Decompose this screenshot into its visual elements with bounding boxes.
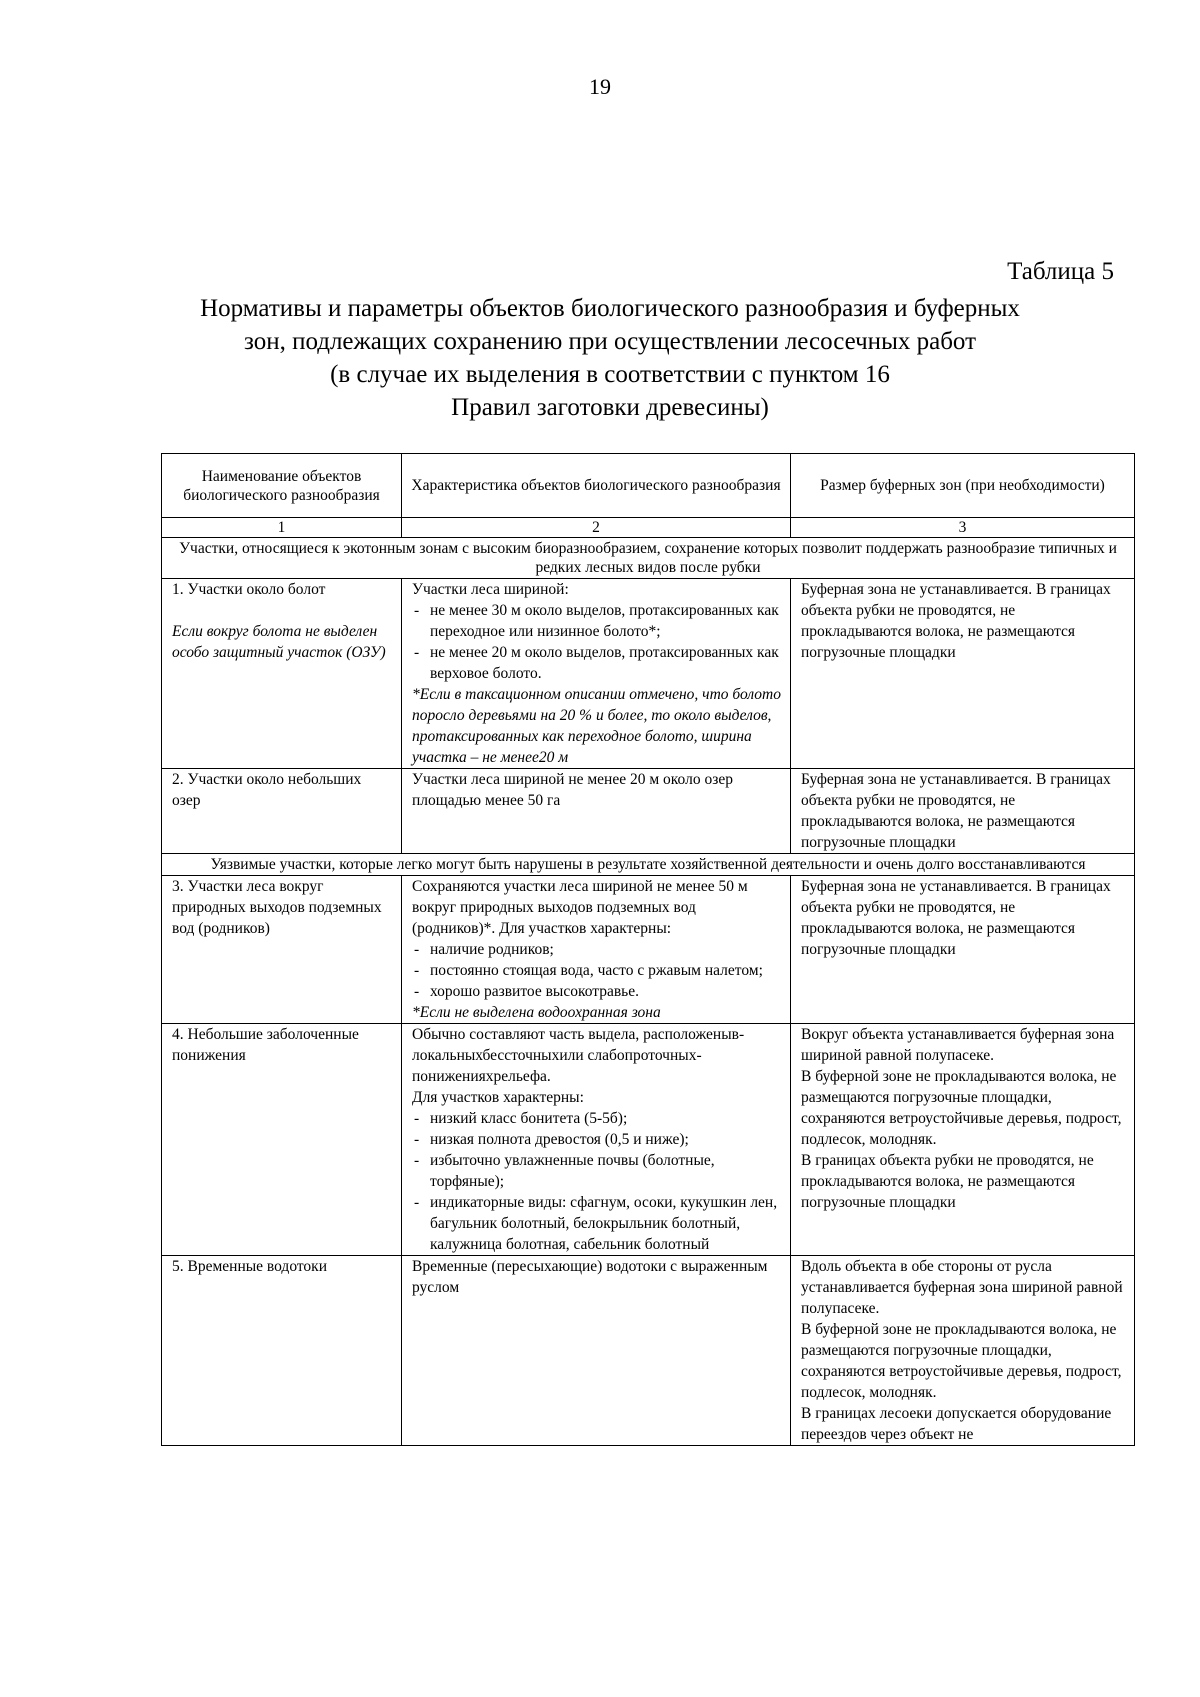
characteristics-cell: Временные (пересыхающие) водотоки с выраженным руслом — [402, 1256, 791, 1446]
object-name-cell: 5. Временные водотоки — [162, 1256, 402, 1446]
characteristics-footnote: *Если в таксационном описании отмечено, что болото поросло деревьями на 20 % и более, то около выделов, протаксированных как переходное болото, ширина участка – не менее20 м — [412, 686, 781, 766]
list-item: - индикаторные виды: сфагнум, осоки, кукушкин лен, багульник болотный, белокрыльник болотный, калужница болотная, сабельник болотный — [412, 1192, 782, 1255]
characteristics-cell — [402, 876, 791, 1024]
table-row — [162, 1256, 1135, 1446]
section-row-vulnerable — [162, 854, 1135, 876]
section-heading-ecotone: Участки, относящиеся к экотонным зонам с высоким биоразнообразием, сохранение которых позволит поддержать разнообразие типичных и редких лесных видов после рубки — [162, 538, 1135, 579]
object-name-cell: 4. Небольшие заболоченные понижения — [162, 1024, 402, 1256]
object-name-note: Если вокруг болота не выделен особо защитный участок (ОЗУ) — [172, 623, 386, 661]
buffer-paragraph: В границах лесоеки допускается оборудование переездов через объект не — [801, 1405, 1112, 1443]
column-number: 3 — [791, 518, 1135, 538]
list-item: - постоянно стоящая вода, часто с ржавым налетом; — [412, 960, 782, 981]
characteristics-cell — [402, 1024, 791, 1256]
title-line-2: зон, подлежащих сохранению при осуществлении лесосечных работ — [243, 328, 977, 355]
list-item: - хорошо развитое высокотравье. — [412, 981, 782, 1002]
buffer-paragraph: В границах объекта рубки не проводятся, не прокладываются волока, не размещаются погрузочные площадки — [801, 1152, 1094, 1211]
title-line-3: (в случае их выделения в соответствии с пунктом 16 — [330, 361, 890, 388]
buffer-paragraph: Вдоль объекта в обе стороны от русла устанавливается буферная зона шириной равной полупасеке. — [801, 1258, 1123, 1317]
table-row — [162, 1024, 1135, 1256]
buffer-paragraph: В буферной зоне не прокладываются волока, не размещаются погрузочные площадки, сохраняются ветроустойчивые деревья, подрост, подлесок, молодняк. — [801, 1068, 1122, 1148]
buffer-cell — [791, 1024, 1135, 1256]
title-line-1: Нормативы и параметры объектов биологического разнообразия и буферных — [200, 295, 1020, 322]
header-characteristics: Характеристика объектов биологического разнообразия — [402, 454, 791, 518]
page-number: 19 — [589, 74, 611, 99]
title-line-4: Правил заготовки древесины) — [451, 394, 769, 421]
list-item: - не менее 20 м около выделов, протаксированных как верховое болото. — [412, 642, 782, 684]
table-title — [150, 292, 1070, 424]
table-row — [162, 579, 1135, 769]
object-name-cell — [162, 579, 402, 769]
characteristics-intro: Сохраняются участки леса шириной не менее 50 м вокруг природных выходов подземных вод (родников)*. Для участков характерны: — [412, 878, 748, 937]
characteristics-cell: Участки леса шириной не менее 20 м около озер площадью менее 50 га — [402, 769, 791, 854]
list-item: - наличие родников; — [412, 939, 782, 960]
characteristics-list — [412, 1108, 782, 1255]
list-item: - избыточно увлажненные почвы (болотные, торфяные); — [412, 1150, 782, 1192]
table-caption: Таблица 5 — [1007, 258, 1114, 285]
object-name-cell: 2. Участки около небольших озер — [162, 769, 402, 854]
table-row — [162, 876, 1135, 1024]
header-object-name: Наименование объектов биологического разнообразия — [162, 454, 402, 518]
buffer-cell: Буферная зона не устанавливается. В границах объекта рубки не проводятся, не прокладываются волока, не размещаются погрузочные площадки — [791, 769, 1135, 854]
characteristics-intro: Участки леса шириной: — [412, 581, 569, 598]
column-number: 1 — [162, 518, 402, 538]
norms-table — [161, 453, 1135, 1446]
object-name: 1. Участки около болот — [172, 581, 326, 598]
characteristics-list — [412, 600, 782, 684]
buffer-paragraph: В буферной зоне не прокладываются волока, не размещаются погрузочные площадки, сохраняются ветроустойчивые деревья, подрост, подлесок, молодняк. — [801, 1321, 1122, 1401]
table-header-row — [162, 454, 1135, 518]
table-row — [162, 769, 1135, 854]
list-item: - не менее 30 м около выделов, протаксированных как переходное или низинное болото*; — [412, 600, 782, 642]
list-item: - низкий класс бонитета (5-5б); — [412, 1108, 782, 1129]
characteristics-footnote: *Если не выделена водоохранная зона — [412, 1004, 661, 1021]
column-number-row — [162, 518, 1135, 538]
object-name-cell: 3. Участки леса вокруг природных выходов подземных вод (родников) — [162, 876, 402, 1024]
section-heading-vulnerable: Уязвимые участки, которые легко могут быть нарушены в результате хозяйственной деятельности и очень долго восстанавливаются — [162, 854, 1135, 876]
characteristics-intro: Обычно составляют часть выдела, расположенывлокальныхбессточныхили слабопроточныхпониженияхрельефа. — [412, 1026, 745, 1085]
buffer-cell: Буферная зона не устанавливается. В границах объекта рубки не проводятся, не прокладываются волока, не размещаются погрузочные площадки — [791, 876, 1135, 1024]
characteristics-list — [412, 939, 782, 1002]
buffer-cell — [791, 1256, 1135, 1446]
header-buffer-size: Размер буферных зон (при необходимости) — [791, 454, 1135, 518]
buffer-cell: Буферная зона не устанавливается. В границах объекта рубки не проводятся, не прокладываются волока, не размещаются погрузочные площадки — [791, 579, 1135, 769]
characteristics-intro-2: Для участков характерны: — [412, 1089, 584, 1106]
list-item: - низкая полнота древостоя (0,5 и ниже); — [412, 1129, 782, 1150]
column-number: 2 — [402, 518, 791, 538]
buffer-paragraph: Вокруг объекта устанавливается буферная зона шириной равной полупасеке. — [801, 1026, 1115, 1064]
characteristics-cell — [402, 579, 791, 769]
section-row-ecotone — [162, 538, 1135, 579]
